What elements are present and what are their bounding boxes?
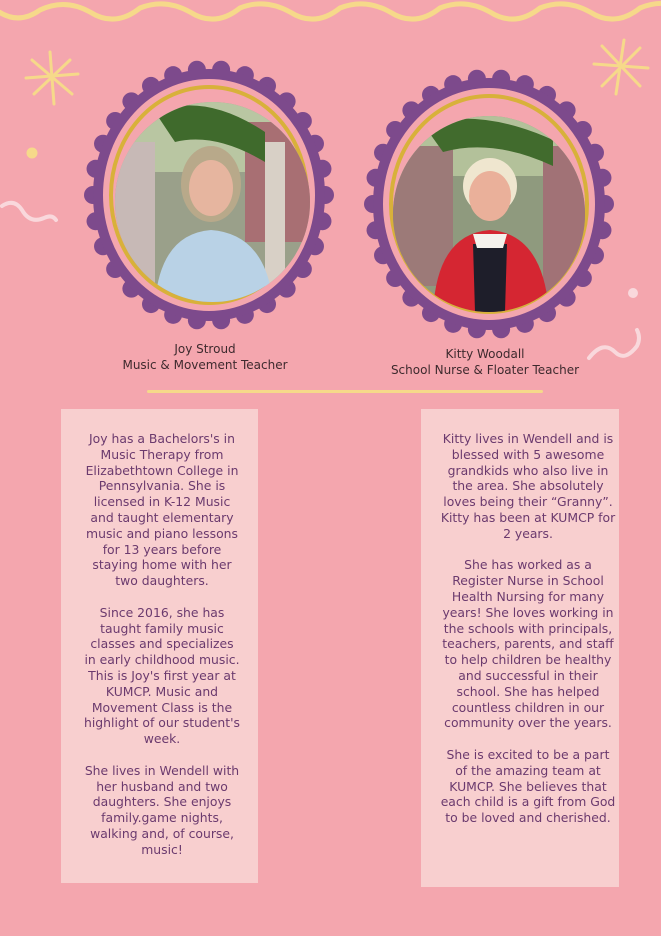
bio-text-right [440,431,616,842]
bio-text-left [83,431,241,873]
scalloped-top-border [0,0,661,30]
portrait-photo [393,116,585,312]
dot-icon [25,146,39,160]
bio-paragraph: She has worked as a Register Nurse in School Health Nursing for many years! She loves working in the schools with principals, teachers, parents, and staff to help children be healthy and successful in their school. She has helped countless children in our community over the years. [442,557,614,731]
squiggle-icon [0,196,60,236]
bio-paragraph: She lives in Wendell with her husband and two daughters. She enjoys family.game nights, walking and, of course, music! [84,762,240,857]
divider-line [147,390,543,393]
teacher-title: School Nurse & Floater Teacher [390,363,580,377]
bio-paragraph: Since 2016, she has taught family music classes and specializes in early childhood music. This is Joy's first year at KUMCP. Music and Movement Class is the highlight of our student's week. [84,604,240,747]
caption-left [100,341,310,373]
portrait-photo [115,102,310,302]
bio-paragraph: Joy has a Bachelors's in Music Therapy from Elizabethtown College in Pennsylvania. She is licensed in K-12 Music and taught elementary music and piano lessons for 13 years before staying home with her two daughters. [85,431,239,589]
bio-paragraph: Kitty lives in Wendell and is blessed with 5 awesome grandkids who also live in the area. She absolutely loves being their “Granny”. Kitty has been at KUMCP for 2 years. [440,431,616,541]
star-icon [22,48,82,108]
teacher-name: Joy Stroud [174,342,236,356]
teacher-name: Kitty Woodall [445,347,525,361]
caption-right [385,346,585,378]
dot-icon [626,286,640,300]
bio-paragraph: She is excited to be a part of the amazing team at KUMCP. She believes that each child is a gift from God to be loved and cherished. [440,746,616,826]
teacher-title: Music & Movement Teacher [122,358,288,372]
